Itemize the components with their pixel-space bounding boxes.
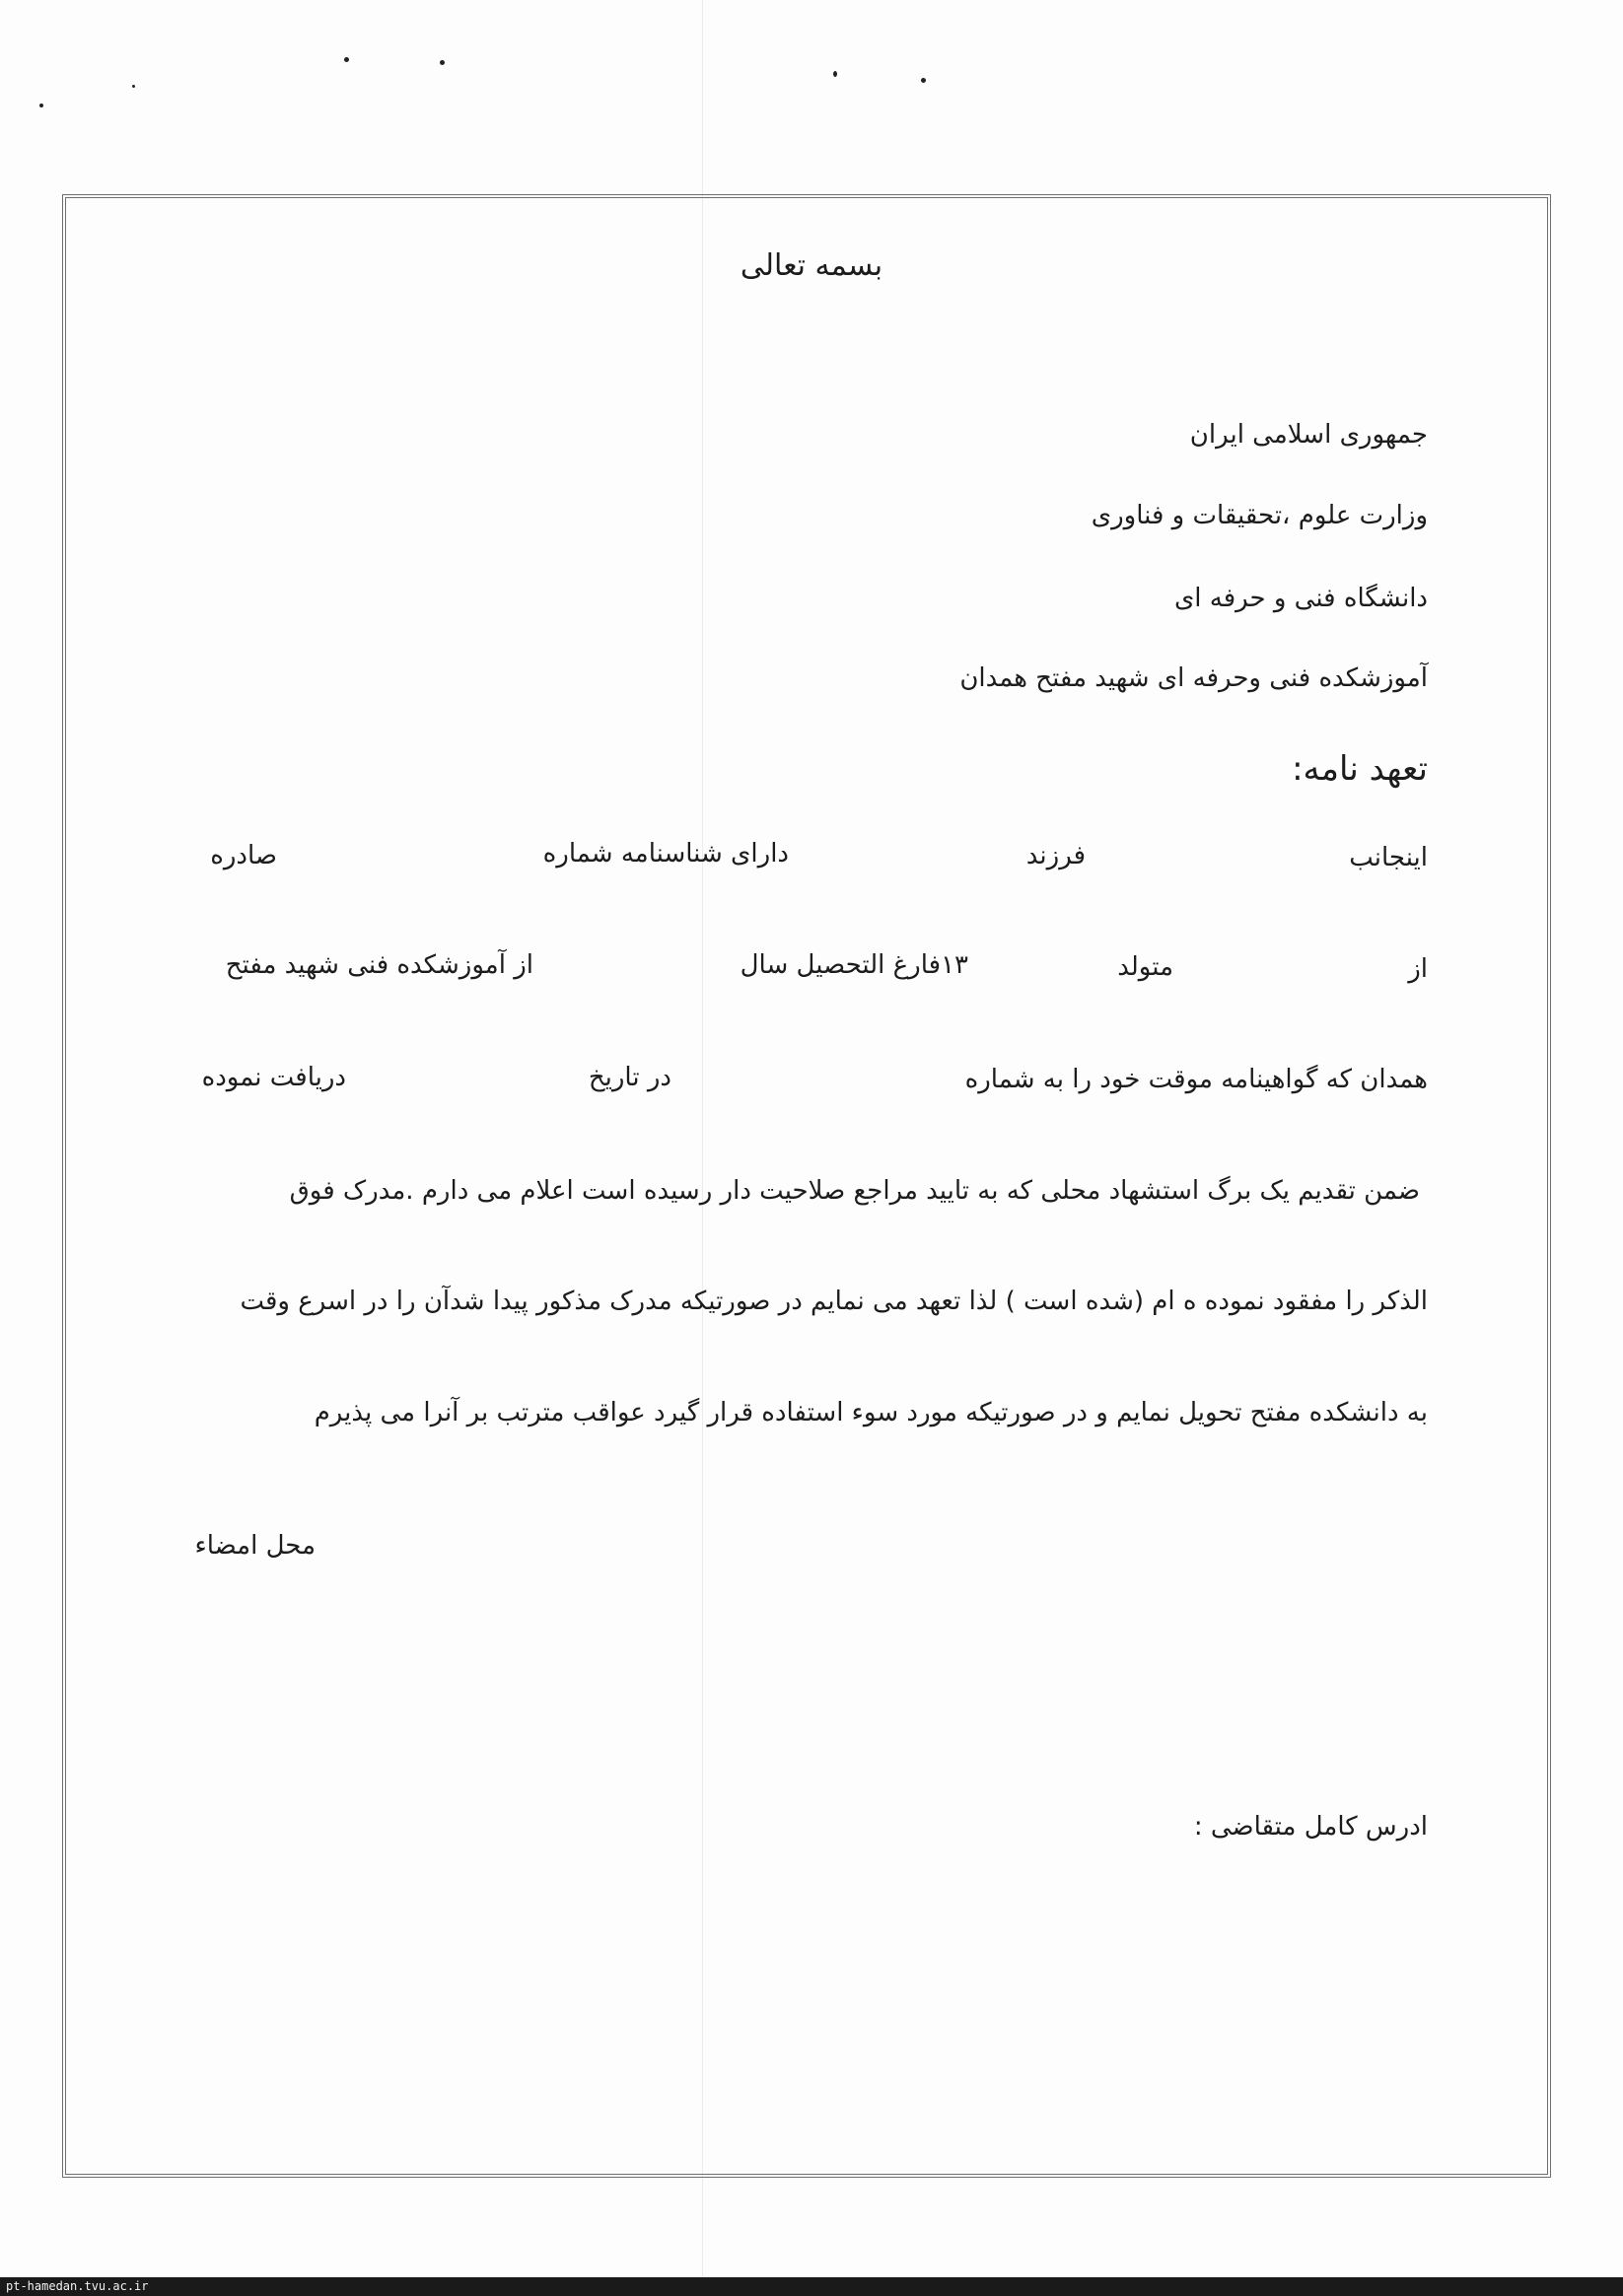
field-label-child-of: فرزند [1025, 841, 1086, 870]
field-label-from: از [1408, 954, 1428, 984]
address-label: ادرس کامل متقاضی : [1193, 1812, 1428, 1842]
ministry-line: وزارت علوم ،تحقیقات و فناوری [1091, 501, 1428, 530]
pledge-body-line: به دانشکده مفتح تحویل نمایم و در صورتیکه مورد سوء استفاده قرار گیرد عواقب مترتب بر آنرا می پذیرم [314, 1398, 1428, 1427]
scan-speck [440, 60, 445, 65]
invocation-heading: بسمه تعالی [740, 248, 883, 283]
pledge-body-line: ضمن تقدیم یک برگ استشهاد محلی که به تایید مراجع صلاحیت دار رسیده است اعلام می دارم .مدرک فوق [289, 1176, 1420, 1206]
signature-label: محل امضاء [194, 1531, 316, 1561]
scan-speck [132, 85, 135, 88]
pledge-body-line: الذکر را مفقود نموده ه ام (شده است ) لذا تعهد می نمایم در صورتیکه مدرک مذکور پیدا شدآن را در اسرع وقت [240, 1287, 1428, 1316]
scan-speck [39, 104, 43, 107]
field-label-on-date: در تاریخ [588, 1063, 671, 1092]
college-line: آموزشکده فنی وحرفه ای شهید مفتح همدان [959, 663, 1428, 693]
footer-bar [0, 2277, 1623, 2296]
pledge-title: تعهد نامه: [1292, 749, 1428, 789]
country-line: جمهوری اسلامی ایران [1189, 420, 1428, 450]
scan-speck [921, 78, 926, 83]
scan-speck [344, 57, 349, 62]
field-label-born: متولد [1117, 952, 1173, 982]
field-label-undersigned: اینجانب [1349, 843, 1428, 872]
field-label-certificate-number: همدان که گواهینامه موقت خود را به شماره [964, 1065, 1428, 1094]
university-line: دانشگاه فنی و حرفه ای [1173, 584, 1428, 613]
field-label-issued: صادره [210, 841, 277, 870]
field-label-graduate-year: ۱۳فارغ التحصیل سال [740, 950, 968, 980]
scan-speck [833, 71, 837, 77]
field-label-id-number: دارای شناسنامه شماره [542, 839, 789, 869]
field-label-received: دریافت نموده [201, 1063, 346, 1092]
footer-site-link[interactable]: pt-hamedan.tvu.ac.ir [6, 2279, 149, 2293]
field-label-from-college: از آموزشکده فنی شهید مفتح [225, 950, 533, 980]
